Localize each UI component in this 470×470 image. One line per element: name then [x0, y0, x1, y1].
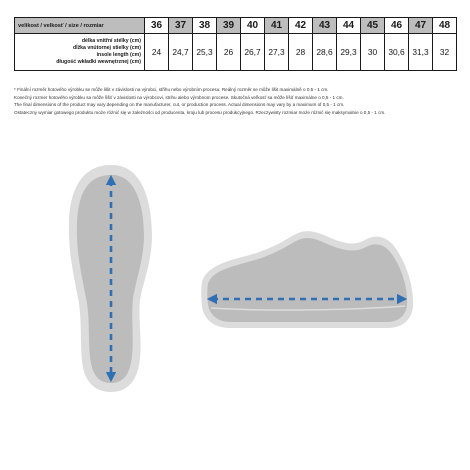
size-cell: 42 [289, 18, 313, 34]
note-pl: Ostateczny wymiar gotowego produktu może różnić się w zależności od producenta, kroju lub procesu produkcyjnego. Rzeczywisty rozmiar może różnić się maksymalnie o 0,5 - 1 cm. [14, 109, 386, 115]
length-cell: 30 [361, 34, 385, 71]
row-label-cs: délka vnitřní stélky (cm) [81, 38, 141, 44]
size-header-label: velikost / velkosť / size / rozmiar [15, 18, 145, 34]
insole-icon [69, 165, 152, 392]
size-cell: 43 [313, 18, 337, 34]
length-cell: 28 [289, 34, 313, 71]
size-cell: 48 [433, 18, 457, 34]
size-cell: 36 [145, 18, 169, 34]
length-cell: 31,3 [409, 34, 433, 71]
length-cell: 25,3 [193, 34, 217, 71]
size-cell: 47 [409, 18, 433, 34]
row-label-pl: długość wkładki wewnętrznej (cm) [56, 59, 141, 65]
note-sk: Konečný rozmer hotového výrobku sa môže líšiť v závislosti na výrobcovi, strihu alebo výrobnom procese. Skutočná veľkosť sa môže líšiť maximálne o 0,5 - 1 cm. [14, 94, 344, 100]
size-cell: 46 [385, 18, 409, 34]
length-cell: 28,6 [313, 34, 337, 71]
size-cell: 45 [361, 18, 385, 34]
note-en: The final dimensions of the product may vary depending on the manufacturer, cut, or production process. Actual dimensions may vary by a maximum of 0,5 - 1 cm. [14, 102, 345, 108]
size-cell: 37 [169, 18, 193, 34]
length-cell: 26,7 [241, 34, 265, 71]
size-cell: 44 [337, 18, 361, 34]
row-label-en: insole length (cm) [96, 52, 141, 58]
length-cell: 24 [145, 34, 169, 71]
length-cell: 26 [217, 34, 241, 71]
length-cell: 29,3 [337, 34, 361, 71]
size-cell: 39 [217, 18, 241, 34]
length-cell: 32 [433, 34, 457, 71]
length-cell: 27,3 [265, 34, 289, 71]
size-cell: 41 [265, 18, 289, 34]
size-cell: 38 [193, 18, 217, 34]
length-cell: 30,6 [385, 34, 409, 71]
length-cell: 24,7 [169, 34, 193, 71]
shoe-side-icon [201, 231, 413, 328]
note-cs: * Finální rozměr hotového výrobku se může lišit v závislosti na výrobci, střihu nebo výrobním procesu. Reálný rozměr se může lišit maximálně o 0,5 - 1 cm. [14, 87, 329, 92]
row-label-sk: dĺžka vnútornej stielky (cm) [72, 45, 141, 51]
size-cell: 40 [241, 18, 265, 34]
